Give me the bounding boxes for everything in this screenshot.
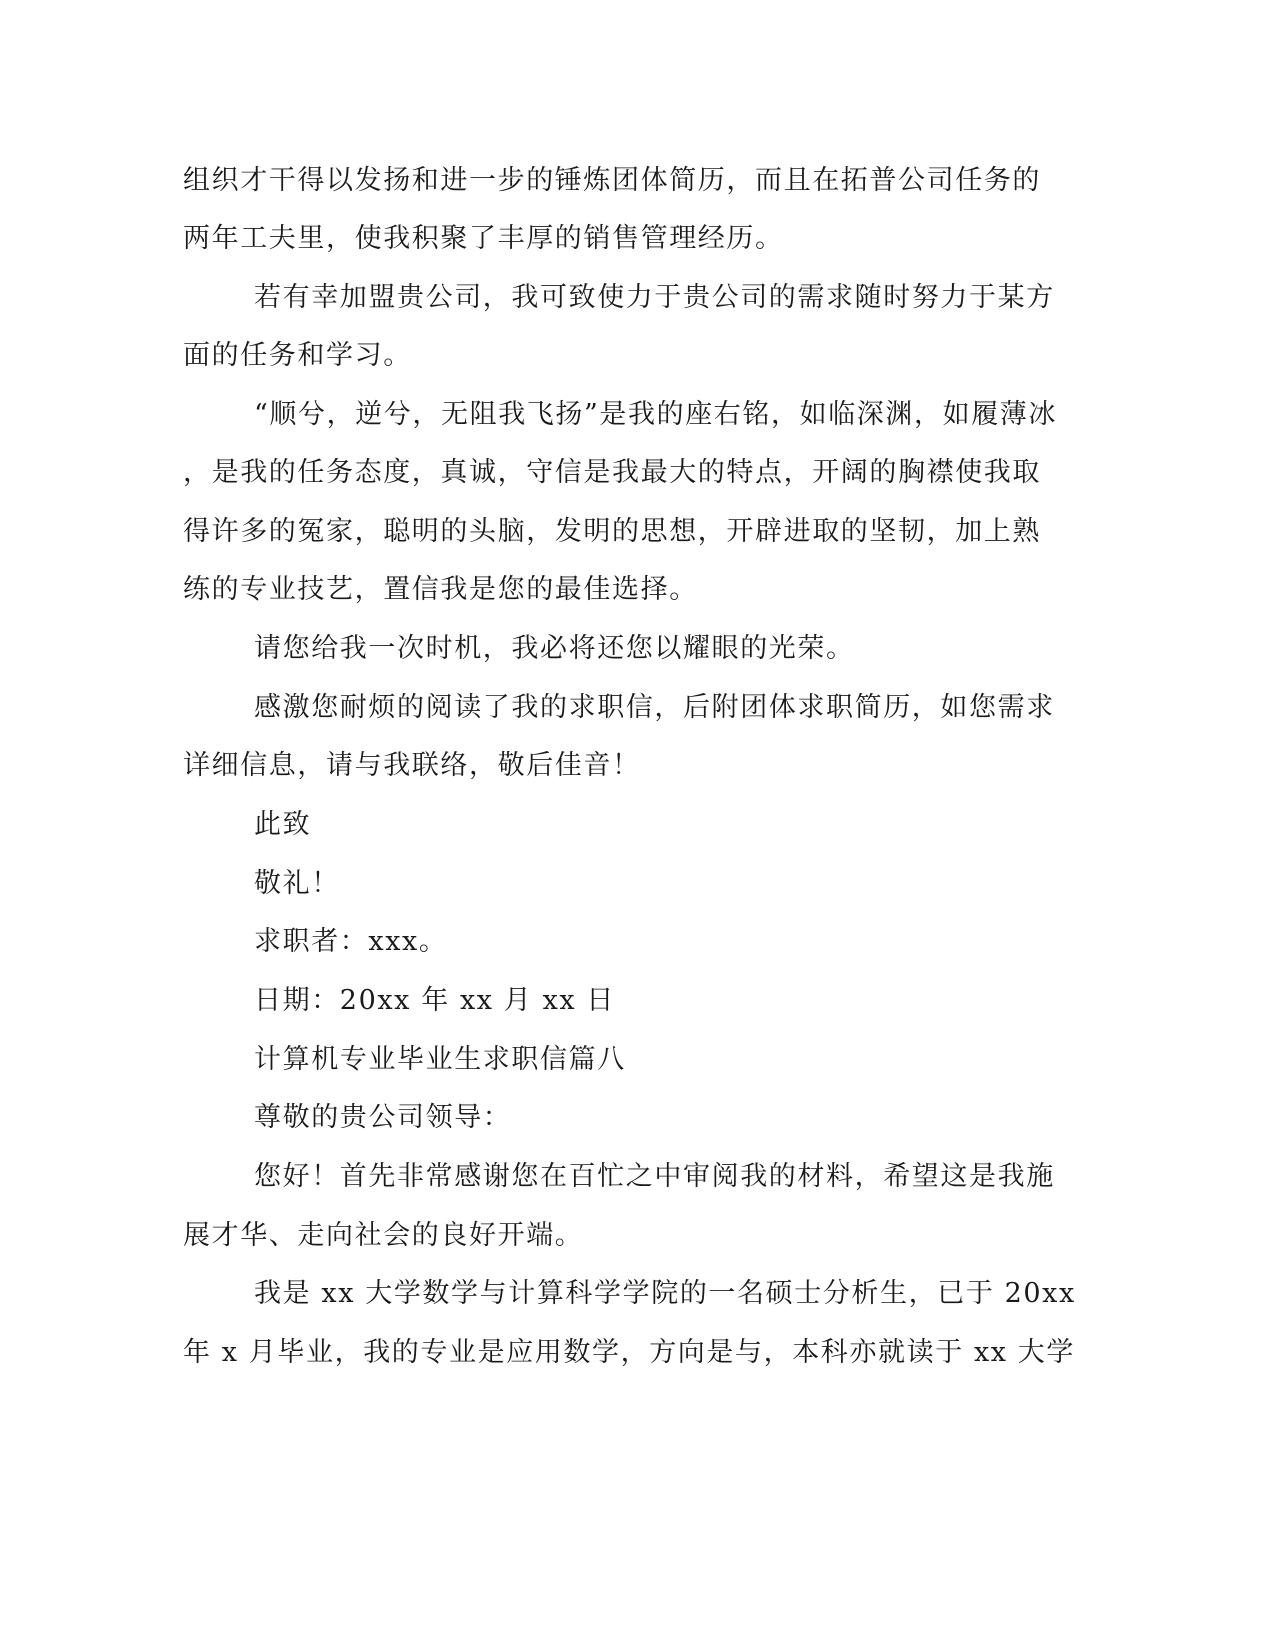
text-line: ，是我的任务态度，真诚，守信是我最大的特点，开阔的胸襟使我取 — [183, 457, 1041, 488]
section-heading: 计算机专业毕业生求职信篇八 — [254, 1044, 626, 1075]
text-line: 练的专业技艺，置信我是您的最佳选择。 — [183, 574, 698, 605]
text-line: 我是 xx 大学数学与计算科学学院的一名硕士分析生，已于 20xx — [254, 1278, 1076, 1309]
text-line: 求职者：xxx。 — [254, 926, 448, 957]
text-line: 敬礼！ — [254, 868, 340, 899]
text-line: 日期：20xx 年 xx 月 xx 日 — [254, 985, 616, 1016]
text-line: 两年工夫里，使我积聚了丰厚的销售管理经历。 — [183, 223, 784, 254]
text-line: 您好！首先非常感谢您在百忙之中审阅我的材料，希望这是我施 — [254, 1161, 1055, 1192]
text-line: 得许多的冤家，聪明的头脑，发明的思想，开辟进取的坚韧，加上熟 — [183, 516, 1041, 547]
text-line: 展才华、走向社会的良好开端。 — [183, 1220, 584, 1251]
text-line: 详细信息，请与我联络，敬后佳音！ — [183, 750, 641, 781]
text-line: 年 x 月毕业，我的专业是应用数学，方向是与，本科亦就读于 xx 大学 — [183, 1337, 1076, 1368]
text-line: 组织才干得以发扬和进一步的锤炼团体简历，而且在拓普公司任务的 — [183, 165, 1041, 196]
text-line: 若有幸加盟贵公司，我可致使力于贵公司的需求随时努力于某方 — [254, 282, 1055, 313]
text-line: 请您给我一次时机，我必将还您以耀眼的光荣。 — [254, 633, 855, 664]
text-line: 此致 — [254, 809, 312, 840]
text-line: 感激您耐烦的阅读了我的求职信，后附团体求职简历，如您需求 — [254, 692, 1055, 723]
text-line: 面的任务和学习。 — [183, 340, 412, 371]
text-line: 尊敬的贵公司领导： — [254, 1102, 512, 1133]
text-line: “顺兮，逆兮，无阻我飞扬”是我的座右铭，如临深渊，如履薄冰 — [254, 399, 1058, 430]
